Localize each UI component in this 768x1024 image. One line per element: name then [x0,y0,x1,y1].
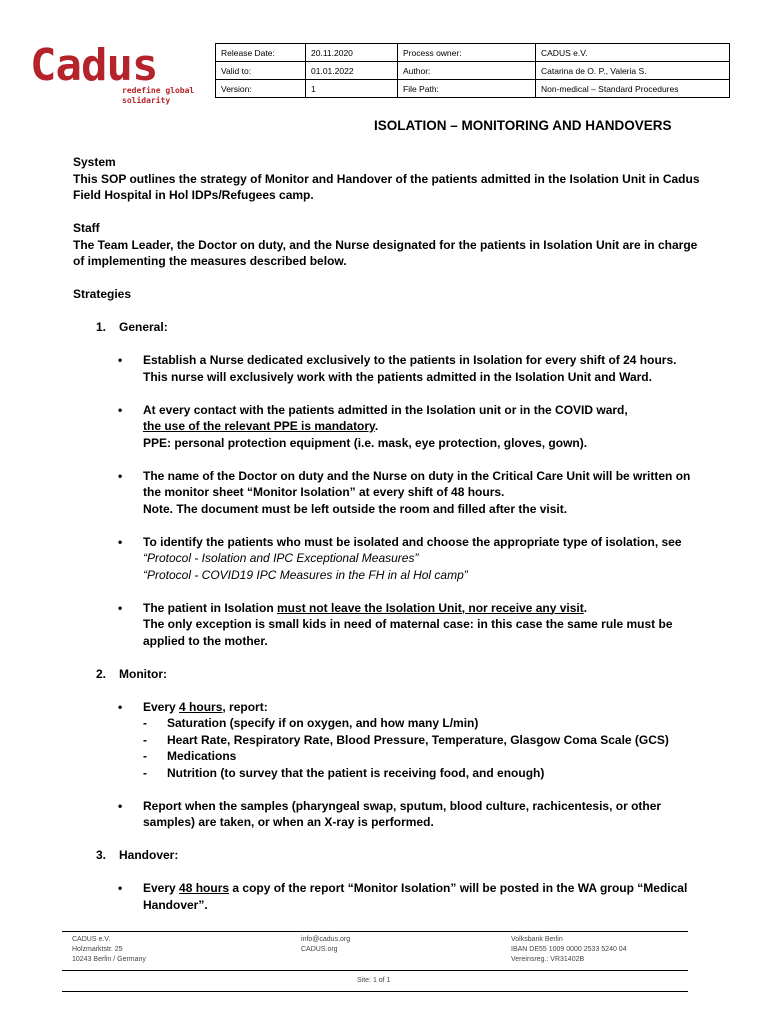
bullet-text: The patient in Isolation must not leave the Isolation Unit, nor receive any visit. The only exception is small kids in need of maternal case: in this case the same rule must be applied to the mother. [143,600,673,648]
footer-divider [62,931,688,932]
logo-tagline: redefine global solidarity [122,86,195,105]
section-heading: General: [119,320,168,334]
bullet-marker: • [118,402,123,417]
list-item [73,352,703,385]
bullet-text: Every 4 hours, report: - Saturation (specify if on oxygen, and how many L/min) - Heart Rate, Respiratory Rate, Blood Pressure, Temperature, Glasgow Coma Scale (GCS) - Medications - Nutrition (to survey that the patient is receiving food, and enough) [143,699,703,782]
section-number: 3. [96,848,107,862]
underlined-text: 4 hours [179,699,223,714]
strategies-heading: Strategies [73,287,132,301]
list-item [73,798,703,831]
underlined-text: must not leave the Isolation Unit, nor receive any visit [277,600,584,615]
bullet-text: The name of the Doctor on duty and the Nurse on duty in the Critical Care Unit will be written on the monitor sheet “Monitor Isolation” at every shift of 48 hours. Note. The document must be left outside the room and filled after the visit. [143,468,691,516]
protocol-reference: “Protocol - COVID19 IPC Measures in the FH in al Hol camp” [143,567,468,582]
footer-divider [62,970,688,971]
meta-label: File Path: [398,80,536,98]
bullet-text: To identify the patients who must be isolated and choose the appropriate type of isolation, see “Protocol - Isolation and IPC Exceptional Measures” “Protocol - COVID19 IPC Measures in the FH in al Hol camp” [143,534,682,582]
list-item [73,468,703,518]
section-number: 2. [96,666,107,681]
bullet-marker: • [118,534,123,549]
staff-heading: Staff [73,221,100,235]
bullet-text: At every contact with the patients admitted in the Isolation unit or in the COVID ward, the use of the relevant PPE is mandatory. PPE: personal protection equipment (i.e. mask, eye protection, gloves, gown). [143,402,628,450]
process-owner-value: CADUS e.V. [536,44,730,62]
bullet-marker: • [118,798,123,813]
file-path-value: Non-medical – Standard Procedures [536,80,730,98]
section-number: 1. [96,320,107,334]
meta-row [216,80,730,98]
footer-address: CADUS e.V. Holzmarktstr. 25 10243 Berlin / Germany [72,936,146,963]
meta-row [216,62,730,80]
meta-label: Author: [398,62,536,80]
valid-to-value: 01.01.2022 [306,62,398,80]
system-text: This SOP outlines the strategy of Monitor and Handover of the patients admitted in the Isolation Unit in Cadus Field Hospital in Hol IDPs/Refugees camp. [73,171,700,202]
section-monitor [73,666,703,683]
bullet-marker: • [118,468,123,483]
release-date-value: 20.11.2020 [306,44,398,62]
document-title: ISOLATION – MONITORING AND HANDOVERS [374,118,672,133]
system-heading: System [73,155,116,169]
version-value: 1 [306,80,398,98]
document-body [73,154,703,913]
section-general [73,319,703,336]
bullet-marker: • [118,353,123,367]
list-item [73,600,703,650]
meta-row [216,44,730,62]
meta-label: Version: [216,80,306,98]
page-number: Site: 1 of 1 [357,977,391,984]
footer-bank: Volksbank Berlin IBAN DE55 1009 0000 2533 5240 04 Vereinsreg.: VR31402B [511,936,627,963]
cadus-logo [30,40,195,114]
list-item [73,402,703,452]
bullet-text: Every 48 hours a copy of the report “Monitor Isolation” will be posted in the WA group “Medical Handover”. [143,881,688,912]
document-meta-table [215,43,730,98]
footer-divider [62,991,688,992]
staff-text: The Team Leader, the Doctor on duty, and the Nurse designated for the patients in Isolation Unit are in charge of implementing the measures described below. [73,237,698,268]
protocol-reference: “Protocol - Isolation and IPC Exceptional Measures” [143,551,419,565]
underlined-text: 48 hours [179,881,230,895]
sub-item: - Saturation (specify if on oxygen, and how many L/min) [143,716,479,730]
bullet-marker: • [118,600,123,615]
author-value: Catarina de O. P., Valeria S. [536,62,730,80]
bullet-marker: • [118,881,123,895]
sub-item: - Heart Rate, Respiratory Rate, Blood Pressure, Temperature, Glasgow Coma Scale (GCS) [143,732,669,747]
section-heading: Monitor: [119,666,167,681]
bullet-text: Report when the samples (pharyngeal swap, sputum, blood culture, rachicentesis, or other samples) are taken, or when an X-ray is performed. [143,798,662,829]
underlined-text: the use of the relevant PPE is mandatory [143,419,375,433]
meta-label: Valid to: [216,62,306,80]
sub-item: - Nutrition (to survey that the patient is receiving food, and enough) [143,765,545,780]
bullet-text: Establish a Nurse dedicated exclusively to the patients in Isolation for every shift of 24 hours. This nurse will exclusively work with the patients admitted in the Isolation Unit and Ward. [143,353,677,384]
logo-wordmark: Cadus [30,40,158,91]
bullet-marker: • [118,699,123,714]
list-item [73,880,703,913]
list-item [73,699,703,782]
list-item [73,534,703,584]
footer-contact: info@cadus.org CADUS.org [301,936,351,953]
section-heading: Handover: [119,848,179,862]
sub-item: - Medications [143,749,237,763]
section-handover [73,847,703,864]
meta-label: Release Date: [216,44,306,62]
meta-label: Process owner: [398,44,536,62]
